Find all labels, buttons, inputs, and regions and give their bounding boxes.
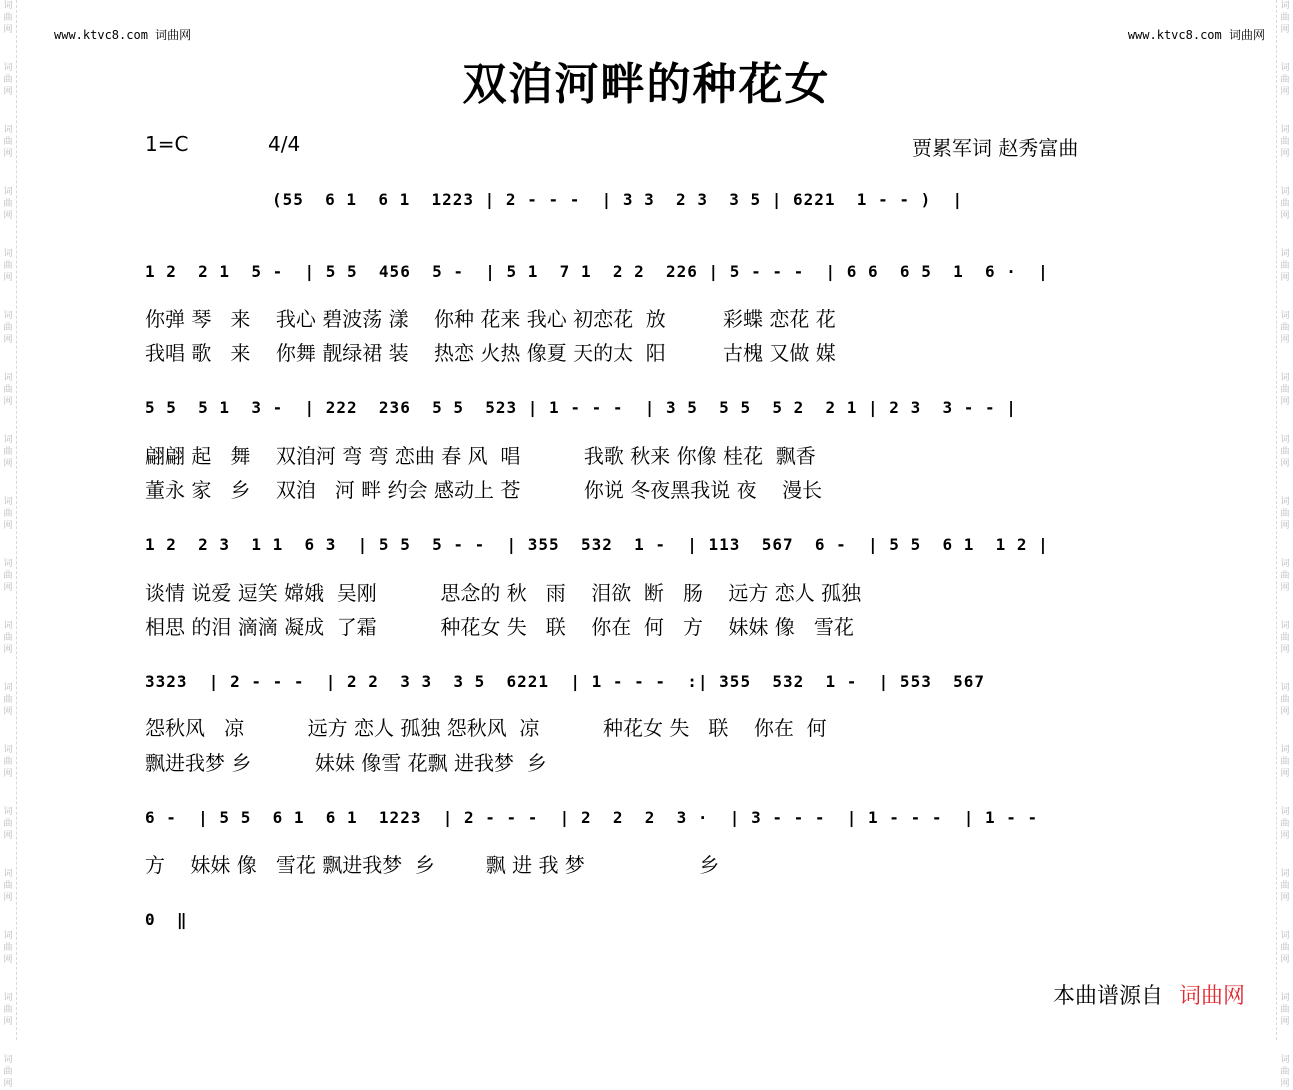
lyric-line: 谈情 说爱 逗笑 嫦娥 吴刚 思念的 秋 雨 泪欲 断 肠 远方 恋人 孤独 xyxy=(145,581,862,605)
side-watermark-text: 词 曲 网 xyxy=(1280,869,1290,903)
notation-line: (55 6 1 6 1 1223 | 2 - - - | 3 3 2 3 3 5 | 6221 1 - - ) | xyxy=(272,190,964,209)
lyric-line: 董永 家 乡 双洎 河 畔 约会 感动上 苍 你说 冬夜黑我说 夜 漫长 xyxy=(145,478,823,502)
side-watermark-text: 词 曲 网 xyxy=(1280,807,1290,841)
side-watermark-text: 词 曲 网 xyxy=(3,63,13,97)
side-watermark-text: 词 曲 网 xyxy=(1280,125,1290,159)
side-watermark-text: 词 曲 网 xyxy=(1280,1055,1290,1089)
lyric-line: 你弹 琴 来 我心 碧波荡 漾 你种 花来 我心 初恋花 放 彩蝶 恋花 花 xyxy=(145,307,836,331)
notation-line: 5 5 5 1 3 - | 222 236 5 5 523 | 1 - - - | 3 5 5 5 5 2 2 1 | 2 3 3 - - | xyxy=(145,398,1017,417)
footer-brand-link[interactable]: 词曲网 xyxy=(1178,984,1245,1009)
notation-line: 3323 | 2 - - - | 2 2 3 3 3 5 6221 | 1 - - - :| 355 532 1 - | 553 567 xyxy=(145,672,985,691)
time-signature: 4/4 xyxy=(268,132,301,156)
score-title: 双洎河畔的种花女 xyxy=(462,59,831,110)
side-watermark-text: 词 曲 网 xyxy=(3,497,13,531)
side-watermark-text: 词 曲 网 xyxy=(1280,559,1290,593)
watermark-url: www.ktvc8.com xyxy=(54,28,148,42)
key-signature: 1=C xyxy=(145,132,189,156)
lyric-line: 怨秋风 凉 远方 恋人 孤独 怨秋风 凉 种花女 失 联 你在 何 xyxy=(145,716,827,740)
side-watermark-text: 词 曲 网 xyxy=(1280,993,1290,1027)
side-watermark-text: 词 曲 网 xyxy=(1280,1,1290,35)
notation-line: 0 ‖ xyxy=(145,910,188,929)
side-watermark-text: 词 曲 网 xyxy=(3,869,13,903)
side-watermark-text: 词 曲 网 xyxy=(3,559,13,593)
top-right-watermark xyxy=(1128,26,1265,43)
notation-line: 6 - | 5 5 6 1 6 1 1223 | 2 - - - | 2 2 2 3 · | 3 - - - | 1 - - - | 1 - - xyxy=(145,808,1039,827)
side-watermark-text: 词 曲 网 xyxy=(1280,373,1290,407)
side-watermark-text: 词 曲 网 xyxy=(1280,745,1290,779)
side-watermark-text: 词 曲 网 xyxy=(3,187,13,221)
lyric-line: 我唱 歌 来 你舞 靓绿裙 装 热恋 火热 像夏 天的太 阳 古槐 又做 媒 xyxy=(145,341,836,365)
side-watermark-text: 词 曲 网 xyxy=(3,311,13,345)
lyric-line: 翩翩 起 舞 双洎河 弯 弯 恋曲 春 风 唱 我歌 秋来 你像 桂花 飘香 xyxy=(145,444,816,468)
lyric-line: 相思 的泪 滴滴 凝成 了霜 种花女 失 联 你在 何 方 妹妹 像 雪花 xyxy=(145,615,854,639)
side-watermark-text: 词 曲 网 xyxy=(3,1055,13,1089)
side-watermark-text: 词 曲 网 xyxy=(1280,249,1290,283)
left-watermark-strip xyxy=(0,0,17,1089)
side-watermark-text: 词 曲 网 xyxy=(1280,63,1290,97)
watermark-site: 词曲网 xyxy=(155,28,192,42)
side-watermark-text: 词 曲 网 xyxy=(1280,435,1290,469)
right-watermark-strip xyxy=(1276,0,1293,1089)
side-watermark-text: 词 曲 网 xyxy=(3,1,13,35)
side-watermark-text: 词 曲 网 xyxy=(1280,931,1290,965)
footer-source xyxy=(1053,979,1245,1010)
top-left-watermark xyxy=(54,26,191,43)
side-watermark-text: 词 曲 网 xyxy=(1280,683,1290,717)
lyric-line: 方 妹妹 像 雪花 飘进我梦 乡 飘 进 我 梦 乡 xyxy=(145,853,720,877)
side-watermark-text: 词 曲 网 xyxy=(3,683,13,717)
footer-source-text: 本曲谱源自 xyxy=(1052,984,1163,1009)
credits: 贾累军词 赵秀富曲 xyxy=(912,136,1079,160)
side-watermark-text: 词 曲 网 xyxy=(3,249,13,283)
watermark-site: 词曲网 xyxy=(1228,28,1265,42)
side-watermark-text: 词 曲 网 xyxy=(3,745,13,779)
side-watermark-text: 词 曲 网 xyxy=(3,993,13,1027)
side-watermark-text: 词 曲 网 xyxy=(3,125,13,159)
side-watermark-text: 词 曲 网 xyxy=(3,931,13,965)
side-watermark-text: 词 曲 网 xyxy=(1280,187,1290,221)
side-watermark-text: 词 曲 网 xyxy=(3,807,13,841)
side-watermark-text: 词 曲 网 xyxy=(1280,621,1290,655)
notation-line: 1 2 2 3 1 1 6 3 | 5 5 5 - - | 355 532 1 - | 113 567 6 - | 5 5 6 1 1 2 | xyxy=(145,535,1049,554)
side-watermark-text: 词 曲 网 xyxy=(3,621,13,655)
side-watermark-text: 词 曲 网 xyxy=(3,373,13,407)
side-watermark-text: 词 曲 网 xyxy=(3,435,13,469)
side-watermark-text: 词 曲 网 xyxy=(1280,311,1290,345)
lyric-line: 飘进我梦 乡 妹妹 像雪 花飘 进我梦 乡 xyxy=(145,751,547,775)
side-watermark-text: 词 曲 网 xyxy=(1280,497,1290,531)
watermark-url: www.ktvc8.com xyxy=(1127,28,1222,42)
notation-line: 1 2 2 1 5 - | 5 5 456 5 - | 5 1 7 1 2 2 226 | 5 - - - | 6 6 6 5 1 6 · | xyxy=(145,262,1049,281)
